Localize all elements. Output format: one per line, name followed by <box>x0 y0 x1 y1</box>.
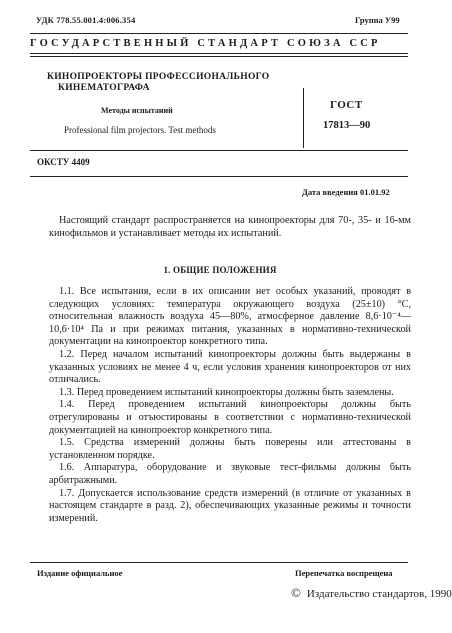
udk-code: УДК 778.55.001.4:006.354 <box>36 15 136 25</box>
reprint-prohibited-note: Перепечатка воспрещена <box>295 568 393 578</box>
document-subtitle: Методы испытаний <box>101 106 173 115</box>
effective-date: Дата введения 01.01.92 <box>302 187 390 197</box>
clause-1-1: 1.1. Все испытания, если в их описании нет особых указаний, проводят в следующих условиях: температура окружающего воздуха (25±10) °С, относительная влажность воздуха 45—80%, атмосферное давление 8,6·10⁻⁴—10,6·10⁴ Па и при режимах питания, указанных в нормативно-технической документации на кинопроектор конкретного типа. <box>49 286 411 348</box>
document-title-line1: КИНОПРОЕКТОРЫ ПРОФЕССИОНАЛЬНОГО <box>47 72 270 82</box>
clause-1-4: 1.4. Перед проведением испытаний кинопроекторы должны быть отрегулированы и отъюстированы в соответствии с нормативно-технической документацией на кинопроектор конкретного типа. <box>49 399 411 436</box>
footer-rule <box>30 562 408 563</box>
group-code: Группа У99 <box>355 15 400 25</box>
copyright-icon: © <box>291 585 301 600</box>
clause-1-7: 1.7. Допускается использование средств измерений (в отличие от указанных в настоящем стандарте в разд. 2), обеспечивающих указанные режимы и точности измерений. <box>49 487 411 524</box>
okstu-rule <box>30 176 408 177</box>
intro-text: Настоящий стандарт распространяется на кинопроекторы для 70-, 35- и 16-мм кинофильмов и устанавливает методы их испытаний. <box>49 215 411 239</box>
intro-paragraph <box>49 215 411 240</box>
clause-1-3: 1.3. Перед проведением испытаний кинопроекторы должны быть заземлены. <box>59 386 394 398</box>
clause-1-5: 1.5. Средства измерений должны быть поверены или аттестованы в установленном порядке. <box>49 437 411 461</box>
okstu-code: ОКСТУ 4409 <box>37 157 90 167</box>
title-divider <box>303 88 304 148</box>
gost-label: ГОСТ <box>330 99 363 111</box>
section-heading: 1. ОБЩИЕ ПОЛОЖЕНИЯ <box>163 265 277 275</box>
clause-1-2: 1.2. Перед началом испытаний кинопроекторы должны быть выдержаны в указанных условиях не менее 4 ч, если условия хранения кинопроекторов от них отличались. <box>49 348 411 386</box>
double-rule <box>30 53 408 57</box>
document-title-line2: КИНЕМАТОГРАФА <box>58 83 150 93</box>
copyright-line <box>291 585 452 601</box>
section-clauses <box>49 286 411 525</box>
standard-title: ГОСУДАРСТВЕННЫЙ СТАНДАРТ СОЮЗА ССР <box>30 38 381 49</box>
gost-number: 17813—90 <box>323 120 371 131</box>
english-title: Professional film projectors. Test methods <box>64 125 216 135</box>
clause-1-6: 1.6. Аппаратура, оборудование и звуковые тест-фильмы должны быть арбитражными. <box>49 462 411 486</box>
title-block-rule <box>30 150 408 151</box>
copyright-text: Издательство стандартов, 1990 <box>306 588 452 600</box>
top-rule <box>30 33 408 34</box>
official-edition-note: Издание официальное <box>37 568 123 578</box>
